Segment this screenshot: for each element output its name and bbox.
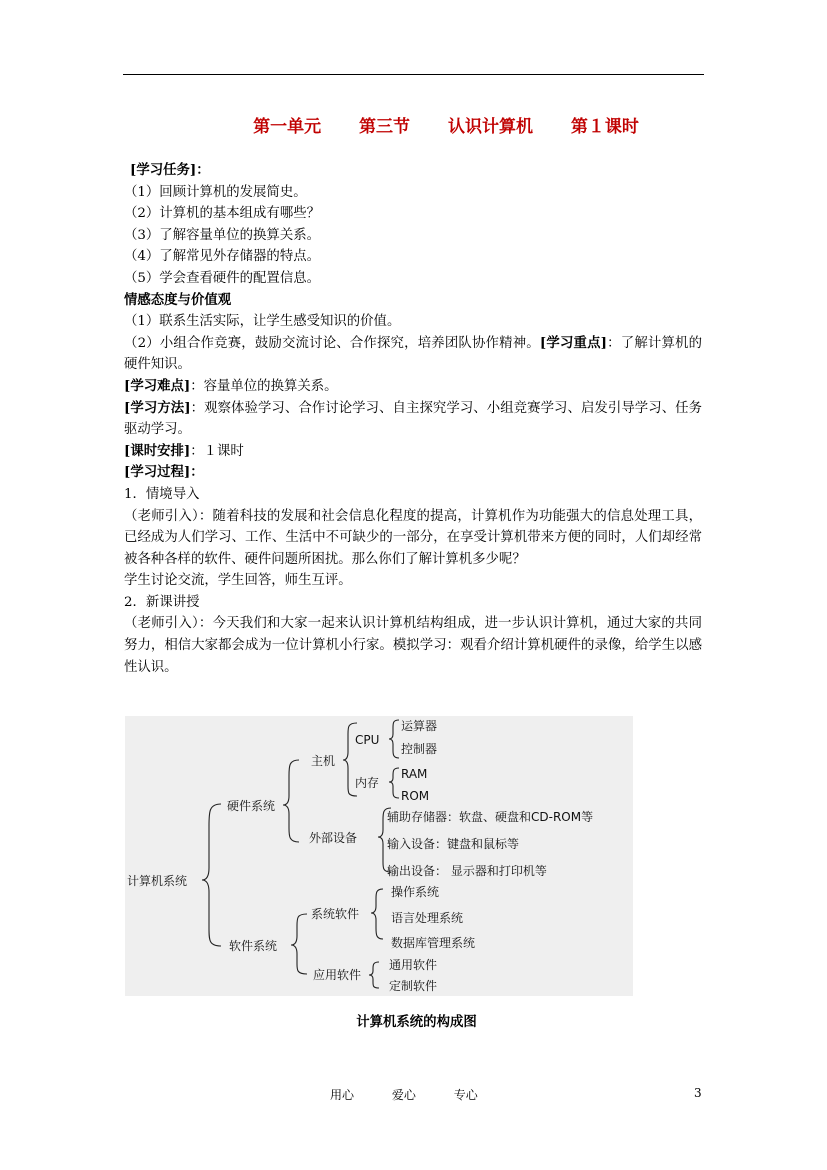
diagram-lang-label: 语言处理系统 bbox=[391, 911, 464, 925]
emotion-item-text: （2）小组合作竞赛，鼓励交流讨论、合作探究，培养团队协作精神。 bbox=[124, 335, 540, 351]
difficulty-line bbox=[124, 376, 702, 398]
software-bracket bbox=[291, 914, 307, 974]
footer-motto: 专心 bbox=[453, 1088, 478, 1102]
memory-bracket bbox=[389, 768, 399, 798]
step1-text: （老师引入）：随着科技的发展和社会信息化程度的提高，计算机作为功能强大的信息处理工具，已经成为人们学习、工作、生活中不可缺少的一部分，在享受计算机带来方便的同时，人们却经常被各种各样的软件、硬件问题所困扰。那么你们了解计算机多少呢？ bbox=[124, 508, 702, 567]
title-lesson: 第１课时 bbox=[570, 117, 639, 137]
header-rule bbox=[123, 74, 704, 75]
diagram-hardware-label: 硬件系统 bbox=[227, 799, 276, 813]
methods-label: [学习方法] bbox=[124, 399, 191, 416]
title-unit: 第一单元 bbox=[253, 117, 322, 137]
system-sw-bracket bbox=[371, 889, 383, 939]
emotion-heading: 情感态度与价值观 bbox=[124, 291, 232, 308]
diagram-app-sw-label: 应用软件 bbox=[313, 968, 362, 982]
diagram-general-sw-label: 通用软件 bbox=[389, 958, 438, 972]
diagram-root-label: 计算机系统 bbox=[127, 874, 188, 888]
diagram-cpu-label: CPU bbox=[355, 733, 380, 747]
title-topic: 认识计算机 bbox=[447, 117, 533, 137]
hardware-bracket bbox=[283, 760, 299, 842]
page-title bbox=[0, 112, 827, 137]
tasks-heading: [学习任务]： bbox=[130, 162, 210, 178]
step2-text: （老师引入）：今天我们和大家一起来认识计算机结构组成，进一步认识计算机，通过大家的共同努力，相信大家都会成为一位计算机小行家。模拟学习：观看介绍计算机硬件的录像，给学生以感性认识。 bbox=[124, 616, 702, 675]
title-section: 第三节 bbox=[359, 117, 411, 137]
diagram-alu-label: 运算器 bbox=[401, 719, 438, 733]
diagram-output-label: 输出设备： 显示器和打印机等 bbox=[387, 864, 547, 878]
task-item: （3）了解容量单位的换算关系。 bbox=[124, 227, 320, 243]
page-number: 3 bbox=[694, 1086, 702, 1100]
diagram-software-label: 软件系统 bbox=[229, 939, 278, 953]
task-item: （5）学会查看硬件的配置信息。 bbox=[124, 270, 320, 286]
step1-heading: 1．情境导入 bbox=[124, 486, 200, 502]
schedule-label: [课时安排] bbox=[124, 442, 191, 459]
step1-text2: 学生讨论交流，学生回答，师生互评。 bbox=[124, 573, 352, 589]
diagram-dbms-label: 数据库管理系统 bbox=[391, 936, 476, 950]
emotion-item bbox=[124, 333, 702, 376]
diagram-peripherals-label: 外部设备 bbox=[309, 831, 358, 845]
emotion-item: （1）联系生活实际，让学生感受知识的价值。 bbox=[124, 314, 401, 330]
methods-line bbox=[124, 398, 702, 441]
diagram-system-sw-label: 系统软件 bbox=[311, 907, 360, 921]
diagram-controller-label: 控制器 bbox=[401, 742, 438, 756]
footer-motto: 用心 bbox=[330, 1088, 355, 1102]
task-item: （2）计算机的基本组成有哪些？ bbox=[124, 206, 320, 222]
diagram-caption: 计算机系统的构成图 bbox=[356, 1014, 477, 1030]
key-points-label: [学习重点] bbox=[539, 334, 607, 351]
computer-system-diagram bbox=[125, 716, 633, 996]
diagram-aux-storage-label: 辅助存储器：软盘、硬盘和CD-ROM等 bbox=[387, 810, 594, 824]
task-item: （4）了解常见外存储器的特点。 bbox=[124, 249, 320, 265]
step2-heading: 2．新课讲授 bbox=[124, 594, 200, 610]
app-sw-bracket bbox=[369, 962, 379, 988]
methods-text: ：观察体验学习、合作讨论学习、自主探究学习、小组竞赛学习、启发引导学习、任务驱动学习。 bbox=[124, 400, 703, 438]
lesson-body bbox=[124, 160, 702, 678]
key-points-text: ：了解计算机的硬件知识。 bbox=[124, 335, 703, 373]
cpu-bracket bbox=[389, 720, 399, 758]
difficulty-label: [学习难点] bbox=[124, 377, 191, 394]
difficulty-text: ：容量单位的换算关系。 bbox=[190, 378, 338, 394]
diagram-host-label: 主机 bbox=[311, 754, 336, 768]
schedule-line bbox=[124, 441, 702, 463]
task-item: （1）回顾计算机的发展简史。 bbox=[124, 184, 307, 200]
schedule-text: ：１课时 bbox=[190, 443, 244, 459]
footer-mottos bbox=[330, 1086, 512, 1103]
diagram-rom-label: ROM bbox=[401, 789, 430, 803]
diagram-input-label: 输入设备：键盘和鼠标等 bbox=[387, 837, 520, 851]
diagram-memory-label: 内存 bbox=[355, 776, 380, 790]
root-bracket bbox=[202, 804, 221, 946]
diagram-ram-label: RAM bbox=[401, 767, 428, 781]
diagram-os-label: 操作系统 bbox=[391, 885, 440, 899]
diagram-custom-sw-label: 定制软件 bbox=[389, 979, 438, 993]
diagram-svg bbox=[125, 716, 633, 996]
footer-motto: 爱心 bbox=[391, 1088, 416, 1102]
process-heading: [学习过程]： bbox=[124, 464, 204, 481]
